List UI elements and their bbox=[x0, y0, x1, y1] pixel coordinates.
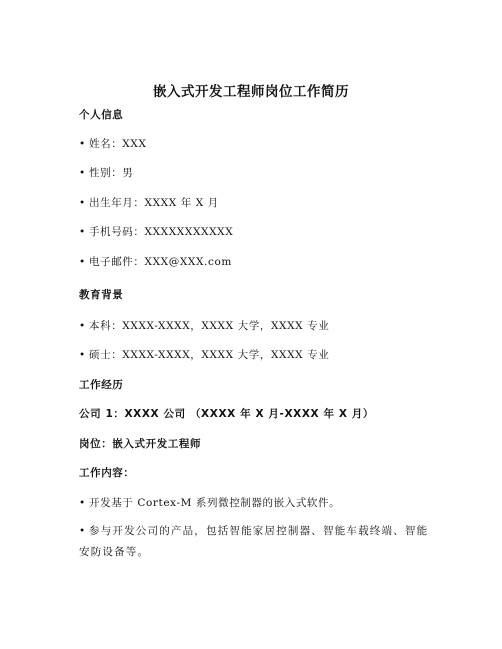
bullet-icon: • bbox=[79, 256, 86, 268]
bullet-icon: • bbox=[79, 197, 86, 209]
section-heading-experience: 工作经历 bbox=[79, 379, 124, 391]
company-line: 公司 1：XXXX 公司 （XXXX 年 X 月-XXXX 年 X 月） bbox=[79, 408, 374, 420]
work-item-2: 参与开发公司的产品，包括智能家居控制器、智能车载终端、智能安防设备等。 bbox=[79, 525, 429, 558]
section-heading-education: 教育背景 bbox=[79, 289, 124, 301]
education-bachelor: 本科：XXXX-XXXX，XXXX 大学，XXXX 专业 bbox=[89, 320, 330, 332]
content-heading: 工作内容： bbox=[79, 467, 135, 479]
bullet-icon: • bbox=[79, 525, 87, 537]
document-title: 嵌入式开发工程师岗位工作简历 bbox=[153, 84, 349, 100]
list-item bbox=[79, 347, 329, 362]
personal-phone: 手机号码：XXXXXXXXXXX bbox=[89, 226, 234, 238]
list-item bbox=[79, 224, 233, 239]
list-item bbox=[79, 254, 232, 269]
bullet-icon: • bbox=[79, 349, 86, 361]
bullet-icon: • bbox=[79, 497, 86, 509]
list-item bbox=[79, 195, 219, 210]
bullet-icon: • bbox=[79, 226, 86, 238]
list-item bbox=[79, 495, 340, 510]
personal-name: 姓名：XXX bbox=[89, 138, 147, 150]
list-item bbox=[79, 521, 429, 563]
personal-birth: 出生年月：XXXX 年 X 月 bbox=[89, 197, 219, 209]
education-master: 硕士：XXXX-XXXX，XXXX 大学，XXXX 专业 bbox=[89, 349, 330, 361]
work-item-1: 开发基于 Cortex-M 系列微控制器的嵌入式软件。 bbox=[89, 497, 341, 509]
bullet-icon: • bbox=[79, 138, 86, 150]
list-item bbox=[79, 318, 329, 333]
position-line: 岗位：嵌入式开发工程师 bbox=[79, 438, 202, 450]
list-item bbox=[79, 165, 133, 180]
bullet-icon: • bbox=[79, 167, 86, 179]
bullet-icon: • bbox=[79, 320, 86, 332]
section-heading-personal: 个人信息 bbox=[79, 109, 124, 121]
list-item bbox=[79, 136, 147, 151]
personal-email: 电子邮件：XXX@XXX.com bbox=[89, 256, 232, 268]
personal-gender: 性别：男 bbox=[89, 167, 134, 179]
